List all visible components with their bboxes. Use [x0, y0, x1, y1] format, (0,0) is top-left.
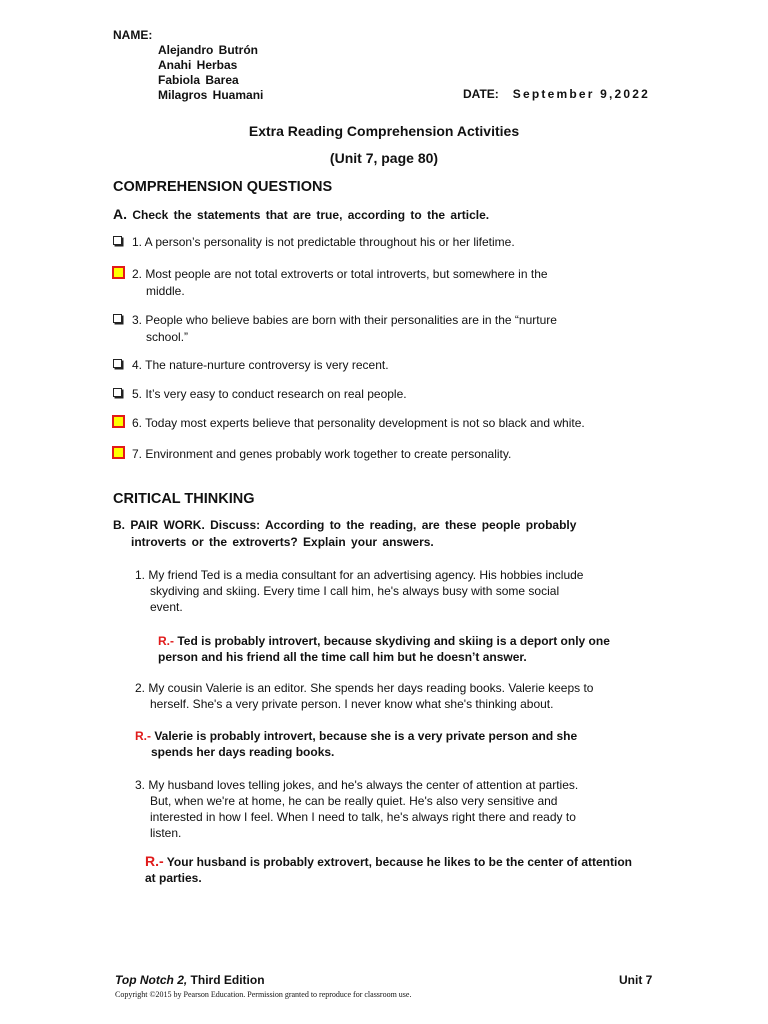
statement-item [113, 266, 613, 300]
answer-label: R.- [135, 729, 151, 743]
statement-text: 1. A person’s personality is not predictable throughout his or her lifetime. [132, 235, 515, 249]
statement-item [113, 312, 613, 346]
answer-text: Ted is probably introvert, because skydiving and skiing is a deport only one [174, 634, 610, 648]
checkbox[interactable] [113, 359, 122, 368]
question-text: event. [150, 600, 183, 614]
statement-item [113, 415, 613, 432]
checkbox-checked[interactable] [112, 415, 125, 428]
answer-1 [158, 633, 638, 665]
statement-text: 4. The nature-nurture controversy is very recent. [132, 358, 389, 372]
copyright-notice: Copyright ©2015 by Pearson Education. Permission granted to reproduce for classroom use. [115, 990, 412, 999]
statement-item [113, 234, 613, 251]
instruction-text: Check the statements that are true, according to the article. [127, 208, 490, 222]
student-name: Fabiola Barea [158, 73, 239, 87]
pair-work-instruction [113, 517, 633, 551]
answer-label: R.- [158, 634, 174, 648]
answer-text: person and his friend all the time call him but he doesn’t answer. [158, 650, 527, 664]
checkbox-checked[interactable] [112, 266, 125, 279]
answer-text: at parties. [145, 871, 202, 885]
checkbox[interactable] [113, 236, 122, 245]
statement-text: 5. It’s very easy to conduct research on real people. [132, 387, 407, 401]
answer-3 [145, 853, 665, 886]
book-title: Top Notch 2, [115, 973, 188, 987]
question-1 [135, 567, 635, 615]
statement-text: 6. Today most experts believe that personality development is not so black and white. [132, 416, 585, 430]
question-text: interested in how I feel. When I need to talk, he's always right there and ready to [150, 810, 576, 824]
pair-work-line: introverts or the extroverts? Explain your answers. [131, 535, 434, 549]
question-text: herself. She's a very private person. I never know what she's thinking about. [150, 697, 554, 711]
question-text: listen. [150, 826, 182, 840]
answer-text: Your husband is probably extrovert, because he likes to be the center of attention [163, 855, 632, 869]
question-text: But, when we're at home, he can be really quiet. He's also very sensitive and [150, 794, 558, 808]
date-line [463, 87, 650, 101]
date-label: DATE: [463, 87, 499, 101]
student-name: Alejandro Butrón [158, 43, 258, 57]
statement-text: 2. Most people are not total extroverts or total introverts, but somewhere in the [132, 267, 548, 281]
footer-book [115, 973, 265, 987]
student-name: Anahi Herbas [158, 58, 238, 72]
question-3 [135, 777, 635, 841]
question-2 [135, 680, 635, 712]
student-names [158, 43, 263, 103]
statement-text-cont: school.” [146, 330, 189, 344]
answer-label: R.- [145, 853, 164, 869]
date-value: September 9,2022 [512, 87, 651, 101]
statement-item [113, 446, 613, 463]
pair-work-line: B. PAIR WORK. Discuss: According to the reading, are these people probably [113, 518, 577, 532]
name-label: NAME: [113, 28, 153, 42]
answer-2 [135, 728, 615, 760]
comprehension-heading: COMPREHENSION QUESTIONS [113, 179, 333, 195]
answer-text: spends her days reading books. [151, 745, 335, 759]
question-text: 1. My friend Ted is a media consultant for an advertising agency. His hobbies include [135, 568, 584, 582]
checkbox[interactable] [113, 314, 122, 323]
statement-item [113, 386, 613, 403]
statement-text: 7. Environment and genes probably work together to create personality. [132, 447, 512, 461]
page-title: Extra Reading Comprehension Activities [248, 123, 520, 139]
section-letter: A. [113, 206, 127, 222]
question-text: 2. My cousin Valerie is an editor. She spends her days reading books. Valerie keeps to [135, 681, 594, 695]
critical-heading: CRITICAL THINKING [113, 491, 255, 507]
statement-text-cont: middle. [146, 284, 185, 298]
question-text: 3. My husband loves telling jokes, and he's always the center of attention at parties. [135, 778, 579, 792]
statement-text: 3. People who believe babies are born with their personalities are in the “nurture [132, 313, 557, 327]
footer-unit: Unit 7 [619, 973, 653, 987]
statement-item [113, 357, 613, 374]
page-subtitle: (Unit 7, page 80) [329, 150, 439, 166]
checkbox-checked[interactable] [112, 446, 125, 459]
answer-text: Valerie is probably introvert, because she is a very private person and she [151, 729, 578, 743]
checkbox[interactable] [113, 388, 122, 397]
book-edition: Third Edition [187, 973, 265, 987]
student-name: Milagros Huamani [158, 88, 264, 102]
instruction-a [113, 206, 489, 222]
question-text: skydiving and skiing. Every time I call him, he's always busy with some social [150, 584, 560, 598]
